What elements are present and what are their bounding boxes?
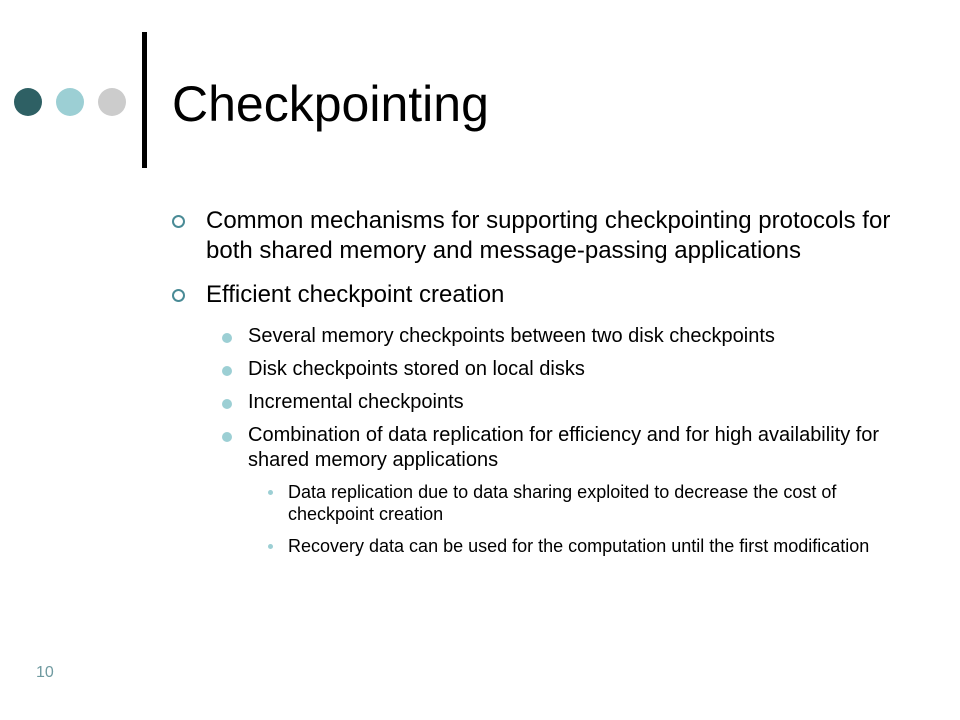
- decor-dot-teal: [56, 88, 84, 116]
- ring-bullet-icon: [172, 289, 185, 302]
- dot-bullet-icon: [222, 366, 232, 376]
- sub-sub-bullet-text: Recovery data can be used for the computation until the first modification: [288, 536, 870, 556]
- sub-sub-bullet-item: [172, 535, 912, 557]
- ring-bullet-icon: [172, 215, 185, 228]
- sub-sub-bullet-item: [172, 481, 912, 525]
- sub-bullet-item: [172, 390, 912, 415]
- bullet-item: [172, 280, 912, 310]
- slide-content: [172, 206, 912, 567]
- sub-bullet-text: Combination of data replication for efficiency and for high availability for shared memory applications: [248, 424, 880, 471]
- slide-title: Checkpointing: [172, 76, 489, 132]
- slide-number: 10: [36, 664, 54, 681]
- decor-dot-dark: [14, 88, 42, 116]
- sub-sub-bullet-text: Data replication due to data sharing exploited to decrease the cost of checkpoint creation: [288, 482, 837, 524]
- small-dot-bullet-icon: [268, 490, 273, 495]
- sub-bullet-text: Disk checkpoints stored on local disks: [248, 358, 585, 380]
- sub-bullet-text: Incremental checkpoints: [248, 391, 464, 413]
- bullet-text: Efficient checkpoint creation: [206, 281, 505, 308]
- sub-bullet-item: [172, 357, 912, 382]
- title-divider: [142, 32, 147, 168]
- small-dot-bullet-icon: [268, 544, 273, 549]
- dot-bullet-icon: [222, 333, 232, 343]
- decor-dot-gray: [98, 88, 126, 116]
- bullet-text: Common mechanisms for supporting checkpointing protocols for both shared memory and message-passing applications: [206, 207, 891, 264]
- sub-bullet-text: Several memory checkpoints between two disk checkpoints: [248, 325, 775, 347]
- sub-bullet-item: [172, 423, 912, 473]
- dot-bullet-icon: [222, 399, 232, 409]
- dot-bullet-icon: [222, 432, 232, 442]
- sub-bullet-item: [172, 324, 912, 349]
- bullet-item: [172, 206, 912, 266]
